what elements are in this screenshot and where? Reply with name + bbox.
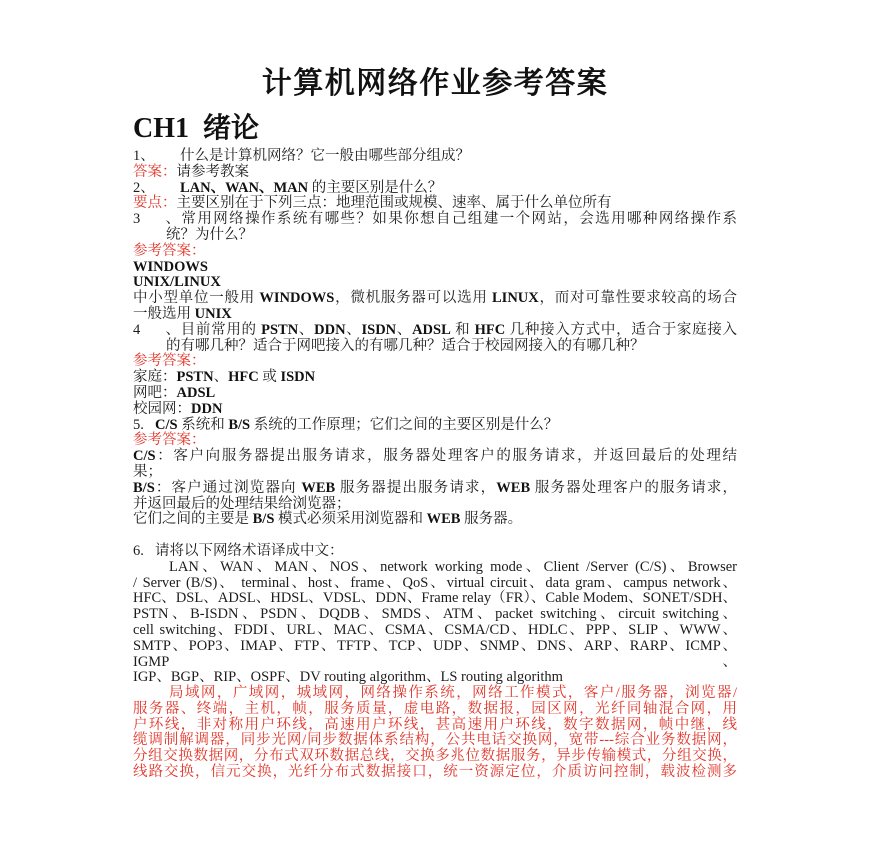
text-segment: 服务器提出服务请求，: [335, 479, 497, 496]
text-segment: ，微机服务器可以选用: [334, 290, 492, 307]
question-number: 1、: [133, 148, 155, 164]
text-segment: SMTP、POP3、IMAP、FTP、TFTP、TCP、UDP、SNMP、DNS、ARP、RARP、ICMP、IGMP、: [133, 637, 737, 670]
text-line: [133, 212, 737, 228]
text-line: [133, 465, 737, 481]
text-line: [133, 260, 737, 276]
bold-term: WEB: [496, 479, 531, 496]
text-segment: 的主要区别是什么？: [308, 179, 443, 196]
bold-term: ADSL: [412, 321, 451, 338]
text-line: [133, 765, 737, 781]
text-line: [133, 497, 737, 513]
text-line: [133, 670, 737, 686]
text-line: [133, 686, 737, 702]
question-number: 4、: [133, 321, 180, 338]
bold-term: WEB: [426, 511, 461, 528]
text-segment: 服务器处理客户的服务请求，: [530, 479, 737, 496]
bold-term: C/S: [133, 448, 156, 465]
text-line: [133, 544, 737, 560]
red-text-segment: 缆调制解调器，同步光网/同步数据体系结构，公共电话交换网，宽带---综合业务数据网，: [133, 732, 737, 749]
bold-term: LAN、WAN、MAN: [180, 179, 309, 196]
text-segment: ：客户通过浏览器向: [154, 479, 302, 496]
text-line: [133, 402, 737, 418]
text-line: [133, 307, 737, 323]
text-line: [133, 449, 737, 465]
bold-term: LINUX: [492, 290, 539, 307]
text-line: [133, 291, 737, 307]
text-segment: PSTN、B-ISDN、PSDN、DQDB、SMDS、ATM、packet switching、circuit switching、: [133, 606, 737, 623]
text-line: [133, 702, 737, 718]
text-segment: ，而对可靠性要求较高的场合: [538, 290, 738, 307]
text-line: [133, 228, 737, 244]
text-segment: 、: [396, 321, 413, 338]
text-line: [133, 639, 737, 671]
text-segment: 、: [345, 321, 362, 338]
bold-term: HFC: [228, 369, 259, 386]
bold-term: PSTN: [176, 369, 214, 386]
bold-term: ISDN: [361, 321, 397, 338]
text-line: [133, 607, 737, 623]
question-number: 2、: [133, 179, 155, 196]
text-line: [133, 354, 737, 370]
text-segment: 系统的工作原理；它们之间的主要区别是什么？: [250, 416, 559, 433]
text-line: [133, 733, 737, 749]
bold-term: UNIX/LINUX: [133, 274, 221, 291]
red-text-segment: 服务器、终端，主机，帧，服务质量，虚电路，数据报，园区网，光纤同轴混合网，用: [133, 700, 737, 717]
text-segment: 中小型单位一般用: [133, 290, 260, 307]
text-segment: LAN、WAN、MAN、NOS、network working mode、Client /Server (C/S)、Browser: [169, 558, 737, 575]
text-line: [133, 512, 737, 528]
text-segment: 和: [450, 321, 475, 338]
text-line: [133, 623, 737, 639]
text-line: [133, 323, 737, 339]
bold-term: B/S: [228, 416, 251, 433]
question-number: 3、: [133, 211, 180, 228]
red-text-segment: 答案：: [133, 163, 177, 180]
red-text-segment: 局域网，广域网，城域网，网络操作系统，网络工作模式，客户/服务器，浏览器/: [169, 685, 737, 702]
text-line: [133, 149, 737, 165]
text-segment: 什么是计算机网络？它一般由哪些部分组成？: [180, 148, 470, 164]
text-segment: 请参考教案: [176, 163, 249, 180]
text-segment: 主要区别在于下列三点：地理范围或规模、速率、属于什么单位所有: [176, 195, 612, 212]
text-line: [133, 749, 737, 765]
text-segment: 模式必须采用浏览器和: [274, 511, 427, 528]
red-text-segment: 参考答案：: [133, 353, 206, 370]
chapter-heading: CH1 绪论: [133, 113, 260, 144]
text-segment: 网吧：: [133, 384, 177, 401]
text-segment: 几种接入方式中，适合于家庭接入: [505, 321, 738, 338]
bold-term: WEB: [301, 479, 336, 496]
text-segment: 它们之间的主要是: [133, 511, 253, 528]
text-line: [133, 244, 737, 260]
bold-term: WINDOWS: [259, 290, 335, 307]
text-line: [133, 196, 737, 212]
red-text-segment: 参考答案：: [133, 432, 206, 449]
text-segment: / Server (B/S)、 terminal、host、frame、QoS、virtual circuit、data gram、campus network、: [133, 574, 737, 591]
document-body: [133, 149, 737, 781]
document-title: 计算机网络作业参考答案: [261, 67, 609, 100]
text-segment: 、: [213, 369, 229, 386]
text-line: [133, 339, 737, 355]
bold-term: PSTN: [261, 321, 299, 338]
bold-term: DDN: [191, 400, 223, 417]
red-text-segment: 线路交换，信元交换，光纤分布式数据接口，统一资源定位，介质访问控制，载波检测多: [133, 764, 737, 781]
text-line: [133, 418, 737, 434]
text-segment: 或: [258, 369, 281, 386]
text-segment: 的有哪几种？适合于网吧接入的有哪几种？适合于校园网接入的有哪几种？: [166, 337, 645, 354]
text-line: [133, 481, 737, 497]
text-segment: 请将以下网络术语译成中文：: [155, 542, 344, 559]
text-segment: 家庭：: [133, 369, 177, 386]
bold-term: B/S: [252, 511, 275, 528]
bold-term: UNIX: [194, 305, 232, 322]
text-segment: 服务器。: [460, 511, 523, 528]
text-segment: 、: [298, 321, 315, 338]
text-line: [133, 591, 737, 607]
text-line: [133, 370, 737, 386]
bold-term: WINDOWS: [133, 258, 208, 275]
text-segment: ：客户向服务器提出服务请求，服务器处理客户的服务请求，并返回最后的处理结: [155, 448, 737, 465]
bold-term: ADSL: [176, 384, 216, 401]
text-segment: 校园网：: [133, 400, 191, 417]
text-line: [133, 165, 737, 181]
bold-term: HFC: [474, 321, 506, 338]
text-segment: cell switching、FDDI、URL、MAC、CSMA、CSMA/CD、HDLC、PPP、SLIP 、WWW、: [133, 621, 737, 638]
red-text-segment: 要点：: [133, 195, 177, 212]
text-segment: 系统和: [177, 416, 229, 433]
bold-term: DDN: [314, 321, 346, 338]
text-line: [133, 275, 737, 291]
blank-line: [133, 528, 737, 544]
question-number: 5.: [133, 416, 144, 433]
red-text-segment: 户环线，非对称用户环线，高速用户环线，甚高速用户环线，数字数据网，帧中继，线: [133, 716, 737, 733]
text-segment: 常用网络操作系统有哪些？如果你想自己组建一个网站，会选用哪种网络操作系: [180, 211, 737, 228]
bold-term: C/S: [155, 416, 178, 433]
text-segment: 目前常用的: [180, 321, 262, 338]
text-segment: IGP、BGP、RIP、OSPF、DV routing algorithm、LS routing algorithm: [133, 669, 563, 686]
text-line: [133, 560, 737, 576]
text-segment: 一般选用: [133, 305, 195, 322]
text-segment: 果；: [133, 463, 162, 480]
question-number: 6.: [133, 542, 144, 559]
red-text-segment: 分组交换数据网，分布式双环数据总线，交换多兆位数据服务，异步传输模式，分组交换，: [133, 748, 737, 765]
red-text-segment: 参考答案：: [133, 242, 206, 259]
bold-term: B/S: [133, 479, 155, 496]
text-line: [133, 433, 737, 449]
text-segment: 并返回最后的处理结果给浏览器；: [133, 495, 351, 512]
text-segment: HFC、DSL、ADSL、HDSL、VDSL、DDN、Frame relay（FR）、Cable Modem、SONET/SDH、: [133, 590, 737, 607]
text-segment: 统？为什么？: [166, 226, 253, 243]
bold-term: ISDN: [280, 369, 316, 386]
text-line: [133, 386, 737, 402]
text-line: [133, 576, 737, 592]
